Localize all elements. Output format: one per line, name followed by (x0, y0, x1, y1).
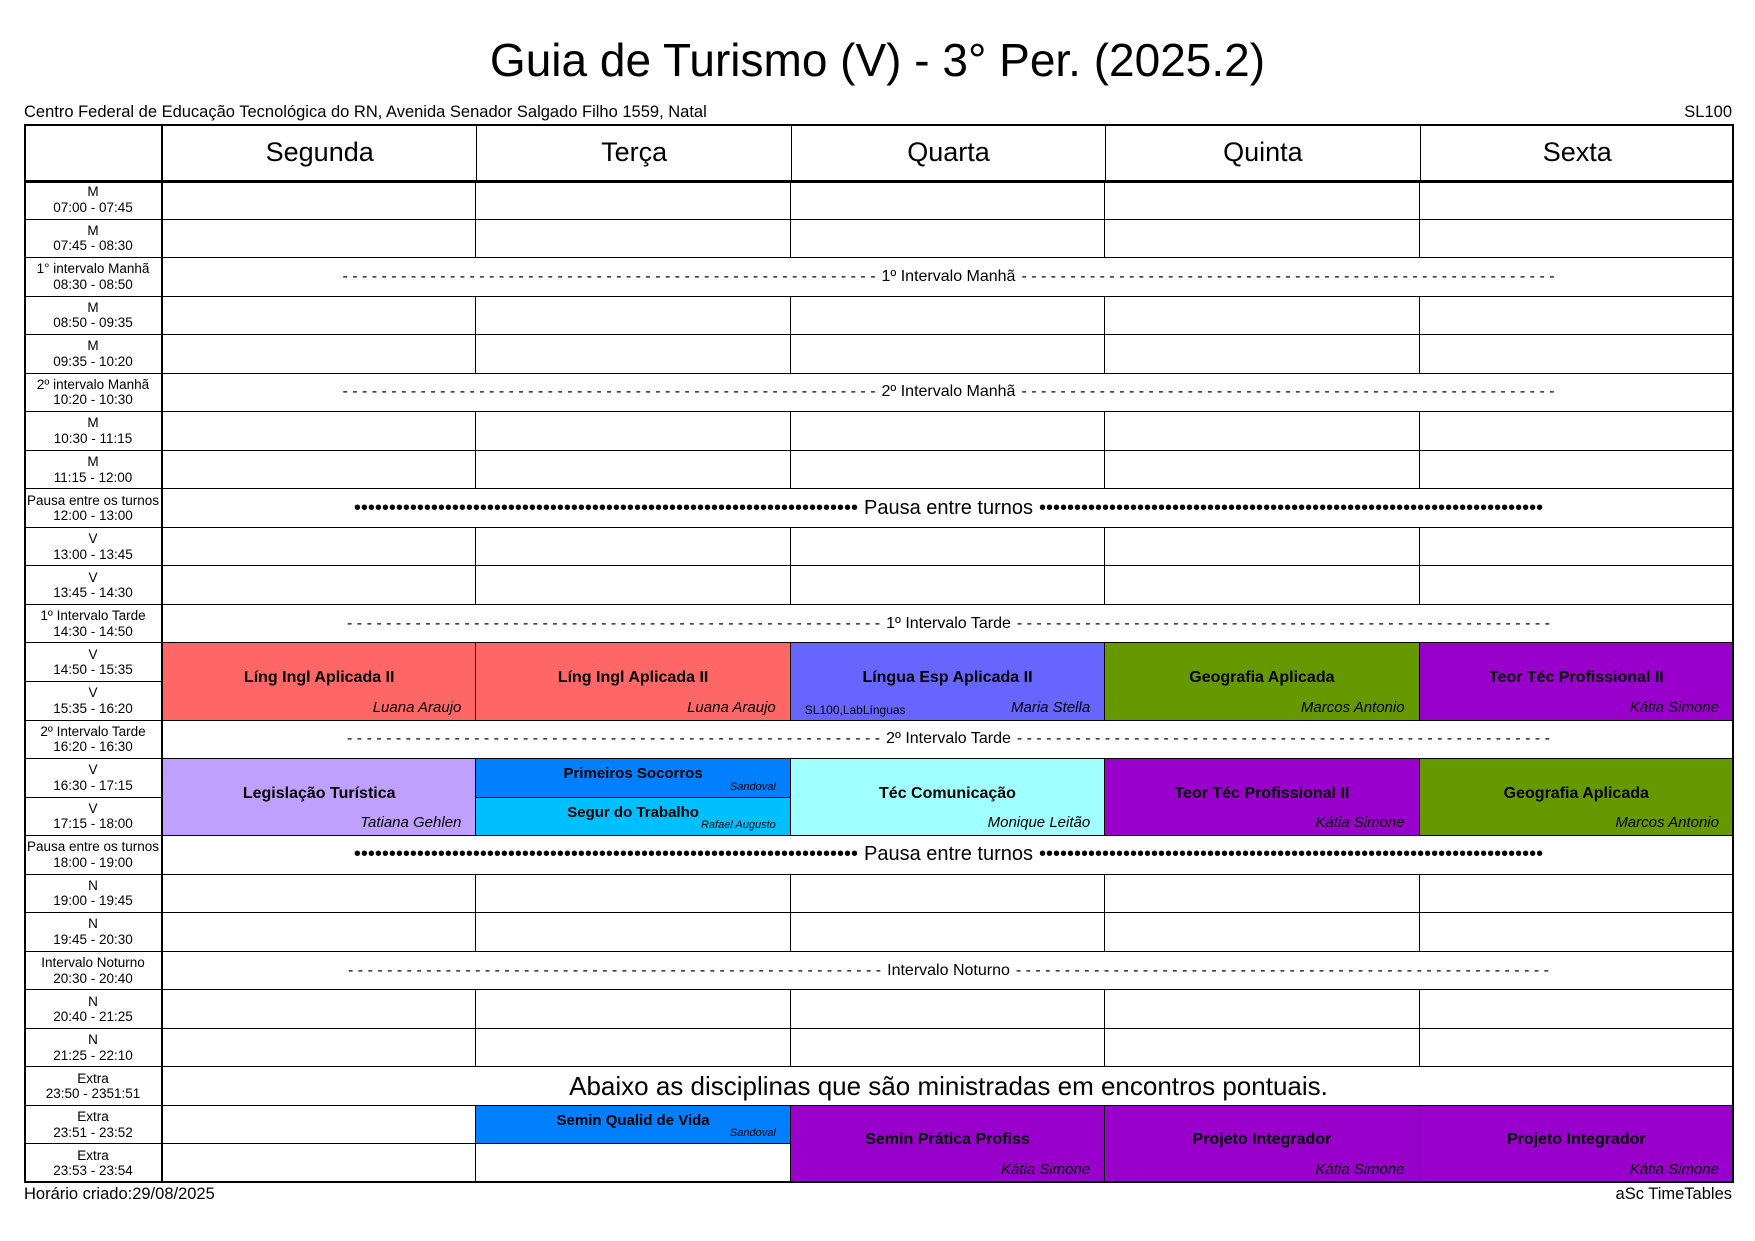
band-fill: - - - - - - - - - - - - - - - - - - - - - - - - - - - - - - - - - - - - - - - - - - - - - - - - - - - - - - - (347, 614, 881, 632)
slot-name: 2º Intervalo Tarde (40, 723, 146, 739)
empty-cell (1420, 875, 1734, 914)
time-slot-label (24, 1144, 162, 1183)
time-slot-label (24, 335, 162, 374)
slot-time: 16:30 - 17:15 (53, 777, 133, 793)
day-header: Segunda (162, 124, 476, 181)
slot-name: Pausa entre os turnos (26, 839, 160, 855)
lesson-teacher: Monique Leitão (987, 814, 1091, 832)
slot-name: 1º Intervalo Tarde (40, 608, 146, 624)
lesson-subject: Legislação Turística (242, 784, 396, 802)
lesson-teacher: Tatiana Gehlen (360, 814, 462, 832)
break-band (162, 374, 1734, 413)
band-label: Abaixo as disciplinas que são ministradas em encontros pontuais. (569, 1070, 1328, 1101)
time-slot-label (24, 258, 162, 297)
slot-name: Intervalo Noturno (41, 955, 145, 971)
break-band (162, 836, 1734, 875)
band-label: 1º Intervalo Manhã (881, 267, 1016, 285)
time-slot-label (24, 412, 162, 451)
slot-name: N (88, 1032, 98, 1048)
lesson-subject: Líng Ingl Aplicada II (243, 668, 395, 686)
time-slot-label (24, 759, 162, 798)
empty-cell (791, 335, 1105, 374)
lesson-teacher: Kátia Simone (1315, 814, 1405, 832)
empty-cell (791, 566, 1105, 605)
band-fill: •••••••••••••••••••••••••••••••••••••••••••••••••••••••••••••••••••••••• (353, 843, 858, 866)
empty-cell (791, 451, 1105, 490)
time-slot-label (24, 489, 162, 528)
empty-cell (791, 990, 1105, 1029)
empty-cell (162, 990, 476, 1029)
time-slot-label (24, 297, 162, 336)
lesson-subject: Projeto Integrador (1192, 1131, 1332, 1149)
empty-cell (162, 412, 476, 451)
time-slot-label (24, 374, 162, 413)
time-slot-label (24, 682, 162, 721)
empty-cell (476, 913, 790, 952)
empty-cell (162, 875, 476, 914)
lesson-teacher: Sandoval (729, 1127, 776, 1140)
slot-time: 23:50 - 2351:51 (45, 1086, 141, 1102)
time-slot-label (24, 605, 162, 644)
lesson-card[interactable] (1105, 1106, 1419, 1183)
empty-cell (476, 1029, 790, 1068)
empty-cell (476, 297, 790, 336)
institution-address: Centro Federal de Educação Tecnológica do RN, Avenida Senador Salgado Filho 1559, Natal (24, 103, 707, 121)
slot-time: 20:40 - 21:25 (53, 1009, 133, 1025)
lesson-teacher: Maria Stella (1010, 698, 1091, 716)
lesson-card[interactable] (1420, 1106, 1734, 1183)
empty-cell (791, 1029, 1105, 1068)
empty-cell (1420, 913, 1734, 952)
slot-time: 11:15 - 12:00 (53, 469, 133, 485)
time-slot-label (24, 643, 162, 682)
empty-cell (791, 297, 1105, 336)
empty-cell (476, 412, 790, 451)
lesson-room: SL100,LabLínguas (804, 702, 906, 717)
slot-name: Pausa entre os turnos (26, 492, 160, 508)
slot-name: Extra (77, 1109, 109, 1125)
empty-cell (1105, 875, 1419, 914)
empty-cell (1420, 220, 1734, 259)
band-fill: •••••••••••••••••••••••••••••••••••••••••••••••••••••••••••••••••••••••• (1039, 843, 1544, 866)
empty-cell (1105, 566, 1419, 605)
slot-name: V (88, 569, 98, 585)
slot-time: 14:30 - 14:50 (53, 623, 133, 639)
slot-name: 2º intervalo Manhã (36, 376, 150, 392)
time-slot-label (24, 721, 162, 760)
band-fill: - - - - - - - - - - - - - - - - - - - - - - - - - - - - - - - - - - - - - - - - - - - - - - - - - - - - - - - (1015, 961, 1549, 979)
empty-cell (162, 220, 476, 259)
empty-cell (476, 181, 790, 220)
empty-cell (162, 566, 476, 605)
band-label: Pausa entre turnos (864, 843, 1033, 866)
corner-header (24, 124, 162, 181)
slot-name: N (88, 993, 98, 1009)
lesson-card[interactable] (791, 1106, 1105, 1183)
empty-cell (476, 1144, 790, 1183)
lesson-card[interactable] (1420, 643, 1734, 720)
empty-cell (791, 412, 1105, 451)
empty-cell (162, 528, 476, 567)
lesson-teacher: Marcos Antonio (1300, 698, 1405, 716)
slot-name: N (88, 877, 98, 893)
lesson-teacher: Kátia Simone (1629, 698, 1719, 716)
slot-time: 19:00 - 19:45 (53, 893, 133, 909)
empty-cell (1105, 1029, 1419, 1068)
slot-time: 07:00 - 07:45 (53, 199, 133, 215)
slot-time: 16:20 - 16:30 (53, 739, 133, 755)
slot-time: 17:15 - 18:00 (53, 816, 133, 832)
time-slot-label (24, 220, 162, 259)
lesson-teacher: Kátia Simone (1315, 1160, 1405, 1178)
empty-cell (1105, 913, 1419, 952)
empty-cell (1105, 412, 1419, 451)
slot-time: 10:20 - 10:30 (53, 392, 133, 408)
empty-cell (1105, 181, 1419, 220)
empty-cell (791, 220, 1105, 259)
slot-name: Extra (77, 1147, 109, 1163)
empty-cell (1420, 528, 1734, 567)
break-band (162, 605, 1734, 644)
slot-name: M (87, 338, 99, 354)
timetable-grid (24, 124, 1734, 1183)
empty-cell (476, 528, 790, 567)
empty-cell (1420, 1029, 1734, 1068)
lesson-subject: Primeiros Socorros (563, 765, 703, 783)
empty-cell (162, 181, 476, 220)
lesson-subject: Semin Prática Profiss (865, 1131, 1030, 1149)
lesson-teacher: Marcos Antonio (1615, 814, 1719, 832)
time-slot-label (24, 875, 162, 914)
empty-cell (1105, 528, 1419, 567)
day-header: Sexta (1420, 124, 1734, 181)
page-title: Guia de Turismo (V) - 3° Per. (2025.2) (489, 34, 1266, 86)
lesson-subject: Projeto Integrador (1506, 1131, 1646, 1149)
empty-cell (162, 1029, 476, 1068)
time-slot-label (24, 451, 162, 490)
band-fill: - - - - - - - - - - - - - - - - - - - - - - - - - - - - - - - - - - - - - - - - - - - - - - - - - - - - - - - (1021, 383, 1555, 401)
lesson-teacher: Rafael Augusto (700, 819, 776, 832)
slot-name: Extra (77, 1070, 109, 1086)
time-slot-label (24, 566, 162, 605)
slot-name: V (88, 762, 98, 778)
lesson-card[interactable] (476, 798, 790, 837)
lesson-subject: Líng Ingl Aplicada II (557, 668, 709, 686)
break-band (162, 721, 1734, 760)
band-fill: - - - - - - - - - - - - - - - - - - - - - - - - - - - - - - - - - - - - - - - - - - - - - - - - - - - - - - - (348, 961, 882, 979)
day-header: Quinta (1105, 124, 1419, 181)
slot-time: 12:00 - 13:00 (53, 508, 133, 524)
slot-name: M (87, 184, 99, 200)
slot-name: M (87, 222, 99, 238)
slot-name: V (88, 685, 98, 701)
band-label: Pausa entre turnos (864, 496, 1033, 519)
room-code: SL100 (1684, 103, 1732, 121)
empty-cell (1420, 297, 1734, 336)
empty-cell (791, 528, 1105, 567)
empty-cell (791, 913, 1105, 952)
empty-cell (476, 451, 790, 490)
created-date: Horário criado:29/08/2025 (24, 1185, 215, 1203)
lesson-card[interactable] (1105, 643, 1419, 720)
slot-name: M (87, 299, 99, 315)
slot-name: M (87, 454, 99, 470)
empty-cell (1420, 566, 1734, 605)
empty-cell (1105, 297, 1419, 336)
software-credit: aSc TimeTables (1615, 1185, 1732, 1203)
slot-time: 23:51 - 23:52 (53, 1124, 133, 1140)
time-slot-label (24, 836, 162, 875)
lesson-card[interactable] (476, 643, 790, 720)
lesson-teacher: Luana Araujo (687, 698, 776, 716)
empty-cell (791, 875, 1105, 914)
break-band (162, 1067, 1734, 1106)
slot-time: 09:35 - 10:20 (53, 353, 133, 369)
lesson-card[interactable] (1420, 759, 1734, 836)
empty-cell (476, 220, 790, 259)
lesson-subject: Língua Esp Aplicada II (862, 668, 1033, 686)
empty-cell (162, 451, 476, 490)
day-header: Quarta (791, 124, 1105, 181)
empty-cell (162, 913, 476, 952)
band-fill: - - - - - - - - - - - - - - - - - - - - - - - - - - - - - - - - - - - - - - - - - - - - - - - - - - - - - - - (342, 383, 876, 401)
band-fill: •••••••••••••••••••••••••••••••••••••••••••••••••••••••••••••••••••••••• (353, 496, 858, 519)
slot-time: 21:25 - 22:10 (53, 1047, 133, 1063)
band-fill: - - - - - - - - - - - - - - - - - - - - - - - - - - - - - - - - - - - - - - - - - - - - - - - - - - - - - - - (342, 267, 876, 285)
band-fill: - - - - - - - - - - - - - - - - - - - - - - - - - - - - - - - - - - - - - - - - - - - - - - - - - - - - - - - (347, 730, 881, 748)
empty-cell (1420, 990, 1734, 1029)
slot-time: 18:00 - 19:00 (53, 854, 133, 870)
band-label: 2º Intervalo Manhã (881, 383, 1016, 401)
slot-time: 08:30 - 08:50 (53, 276, 133, 292)
time-slot-label (24, 1067, 162, 1106)
slot-name: V (88, 646, 98, 662)
empty-cell (162, 1144, 476, 1183)
time-slot-label (24, 1106, 162, 1145)
band-label: 1º Intervalo Tarde (886, 614, 1011, 632)
empty-cell (476, 875, 790, 914)
empty-cell (162, 1106, 476, 1145)
time-slot-label (24, 990, 162, 1029)
lesson-subject: Téc Comunicação (879, 784, 1016, 802)
lesson-teacher: Luana Araujo (372, 698, 462, 716)
empty-cell (1105, 220, 1419, 259)
empty-cell (476, 990, 790, 1029)
break-band (162, 952, 1734, 991)
day-header: Terça (476, 124, 790, 181)
empty-cell (791, 181, 1105, 220)
lesson-teacher: Kátia Simone (1629, 1160, 1719, 1178)
slot-time: 07:45 - 08:30 (53, 238, 133, 254)
slot-time: 14:50 - 15:35 (53, 662, 133, 678)
lesson-card[interactable] (791, 759, 1105, 836)
lesson-card[interactable] (1105, 759, 1419, 836)
slot-time: 10:30 - 11:15 (53, 430, 133, 446)
lesson-card[interactable] (476, 759, 790, 798)
time-slot-label (24, 528, 162, 567)
empty-cell (476, 566, 790, 605)
lesson-card[interactable] (162, 759, 476, 836)
break-band (162, 489, 1734, 528)
band-fill: - - - - - - - - - - - - - - - - - - - - - - - - - - - - - - - - - - - - - - - - - - - - - - - - - - - - - - - (1021, 267, 1555, 285)
lesson-teacher: Sandoval (729, 780, 776, 793)
lesson-card[interactable] (476, 1106, 790, 1145)
lesson-subject: Segur do Trabalho (567, 803, 699, 821)
band-label: Intervalo Noturno (887, 961, 1010, 979)
break-band (162, 258, 1734, 297)
empty-cell (1420, 412, 1734, 451)
lesson-teacher: Kátia Simone (1000, 1160, 1091, 1178)
empty-cell (476, 335, 790, 374)
lesson-subject: Semin Qualid de Vida (556, 1111, 710, 1129)
slot-time: 15:35 - 16:20 (53, 700, 133, 716)
header-divider (24, 180, 1734, 183)
time-slot-label (24, 181, 162, 220)
band-label: 2º Intervalo Tarde (886, 730, 1011, 748)
lesson-subject: Geografia Aplicada (1503, 784, 1649, 802)
empty-cell (1420, 181, 1734, 220)
empty-cell (162, 335, 476, 374)
time-slot-label (24, 913, 162, 952)
lesson-subject: Geografia Aplicada (1189, 668, 1335, 686)
slot-name: 1° intervalo Manhã (36, 261, 150, 277)
slot-time: 13:45 - 14:30 (53, 585, 133, 601)
slot-time: 08:50 - 09:35 (53, 315, 133, 331)
time-slot-label (24, 1029, 162, 1068)
slot-time: 20:30 - 20:40 (53, 970, 133, 986)
time-column-divider (161, 124, 163, 1183)
empty-cell (1420, 451, 1734, 490)
empty-cell (1105, 451, 1419, 490)
empty-cell (1105, 990, 1419, 1029)
slot-time: 23:53 - 23:54 (53, 1163, 133, 1179)
lesson-subject: Teor Téc Profissional II (1174, 784, 1350, 802)
lesson-card[interactable] (162, 643, 476, 720)
lesson-subject: Teor Téc Profissional II (1488, 668, 1664, 686)
time-slot-label (24, 798, 162, 837)
time-slot-label (24, 952, 162, 991)
slot-name: V (88, 531, 98, 547)
band-fill: - - - - - - - - - - - - - - - - - - - - - - - - - - - - - - - - - - - - - - - - - - - - - - - - - - - - - - - (1016, 614, 1550, 632)
empty-cell (1105, 335, 1419, 374)
slot-name: M (87, 415, 99, 431)
empty-cell (162, 297, 476, 336)
lesson-card[interactable] (791, 643, 1105, 720)
band-fill: - - - - - - - - - - - - - - - - - - - - - - - - - - - - - - - - - - - - - - - - - - - - - - - - - - - - - - - (1016, 730, 1550, 748)
slot-name: V (88, 800, 98, 816)
slot-name: N (88, 916, 98, 932)
empty-cell (1420, 335, 1734, 374)
slot-time: 19:45 - 20:30 (53, 931, 133, 947)
slot-time: 13:00 - 13:45 (53, 546, 133, 562)
band-fill: •••••••••••••••••••••••••••••••••••••••••••••••••••••••••••••••••••••••• (1039, 496, 1544, 519)
